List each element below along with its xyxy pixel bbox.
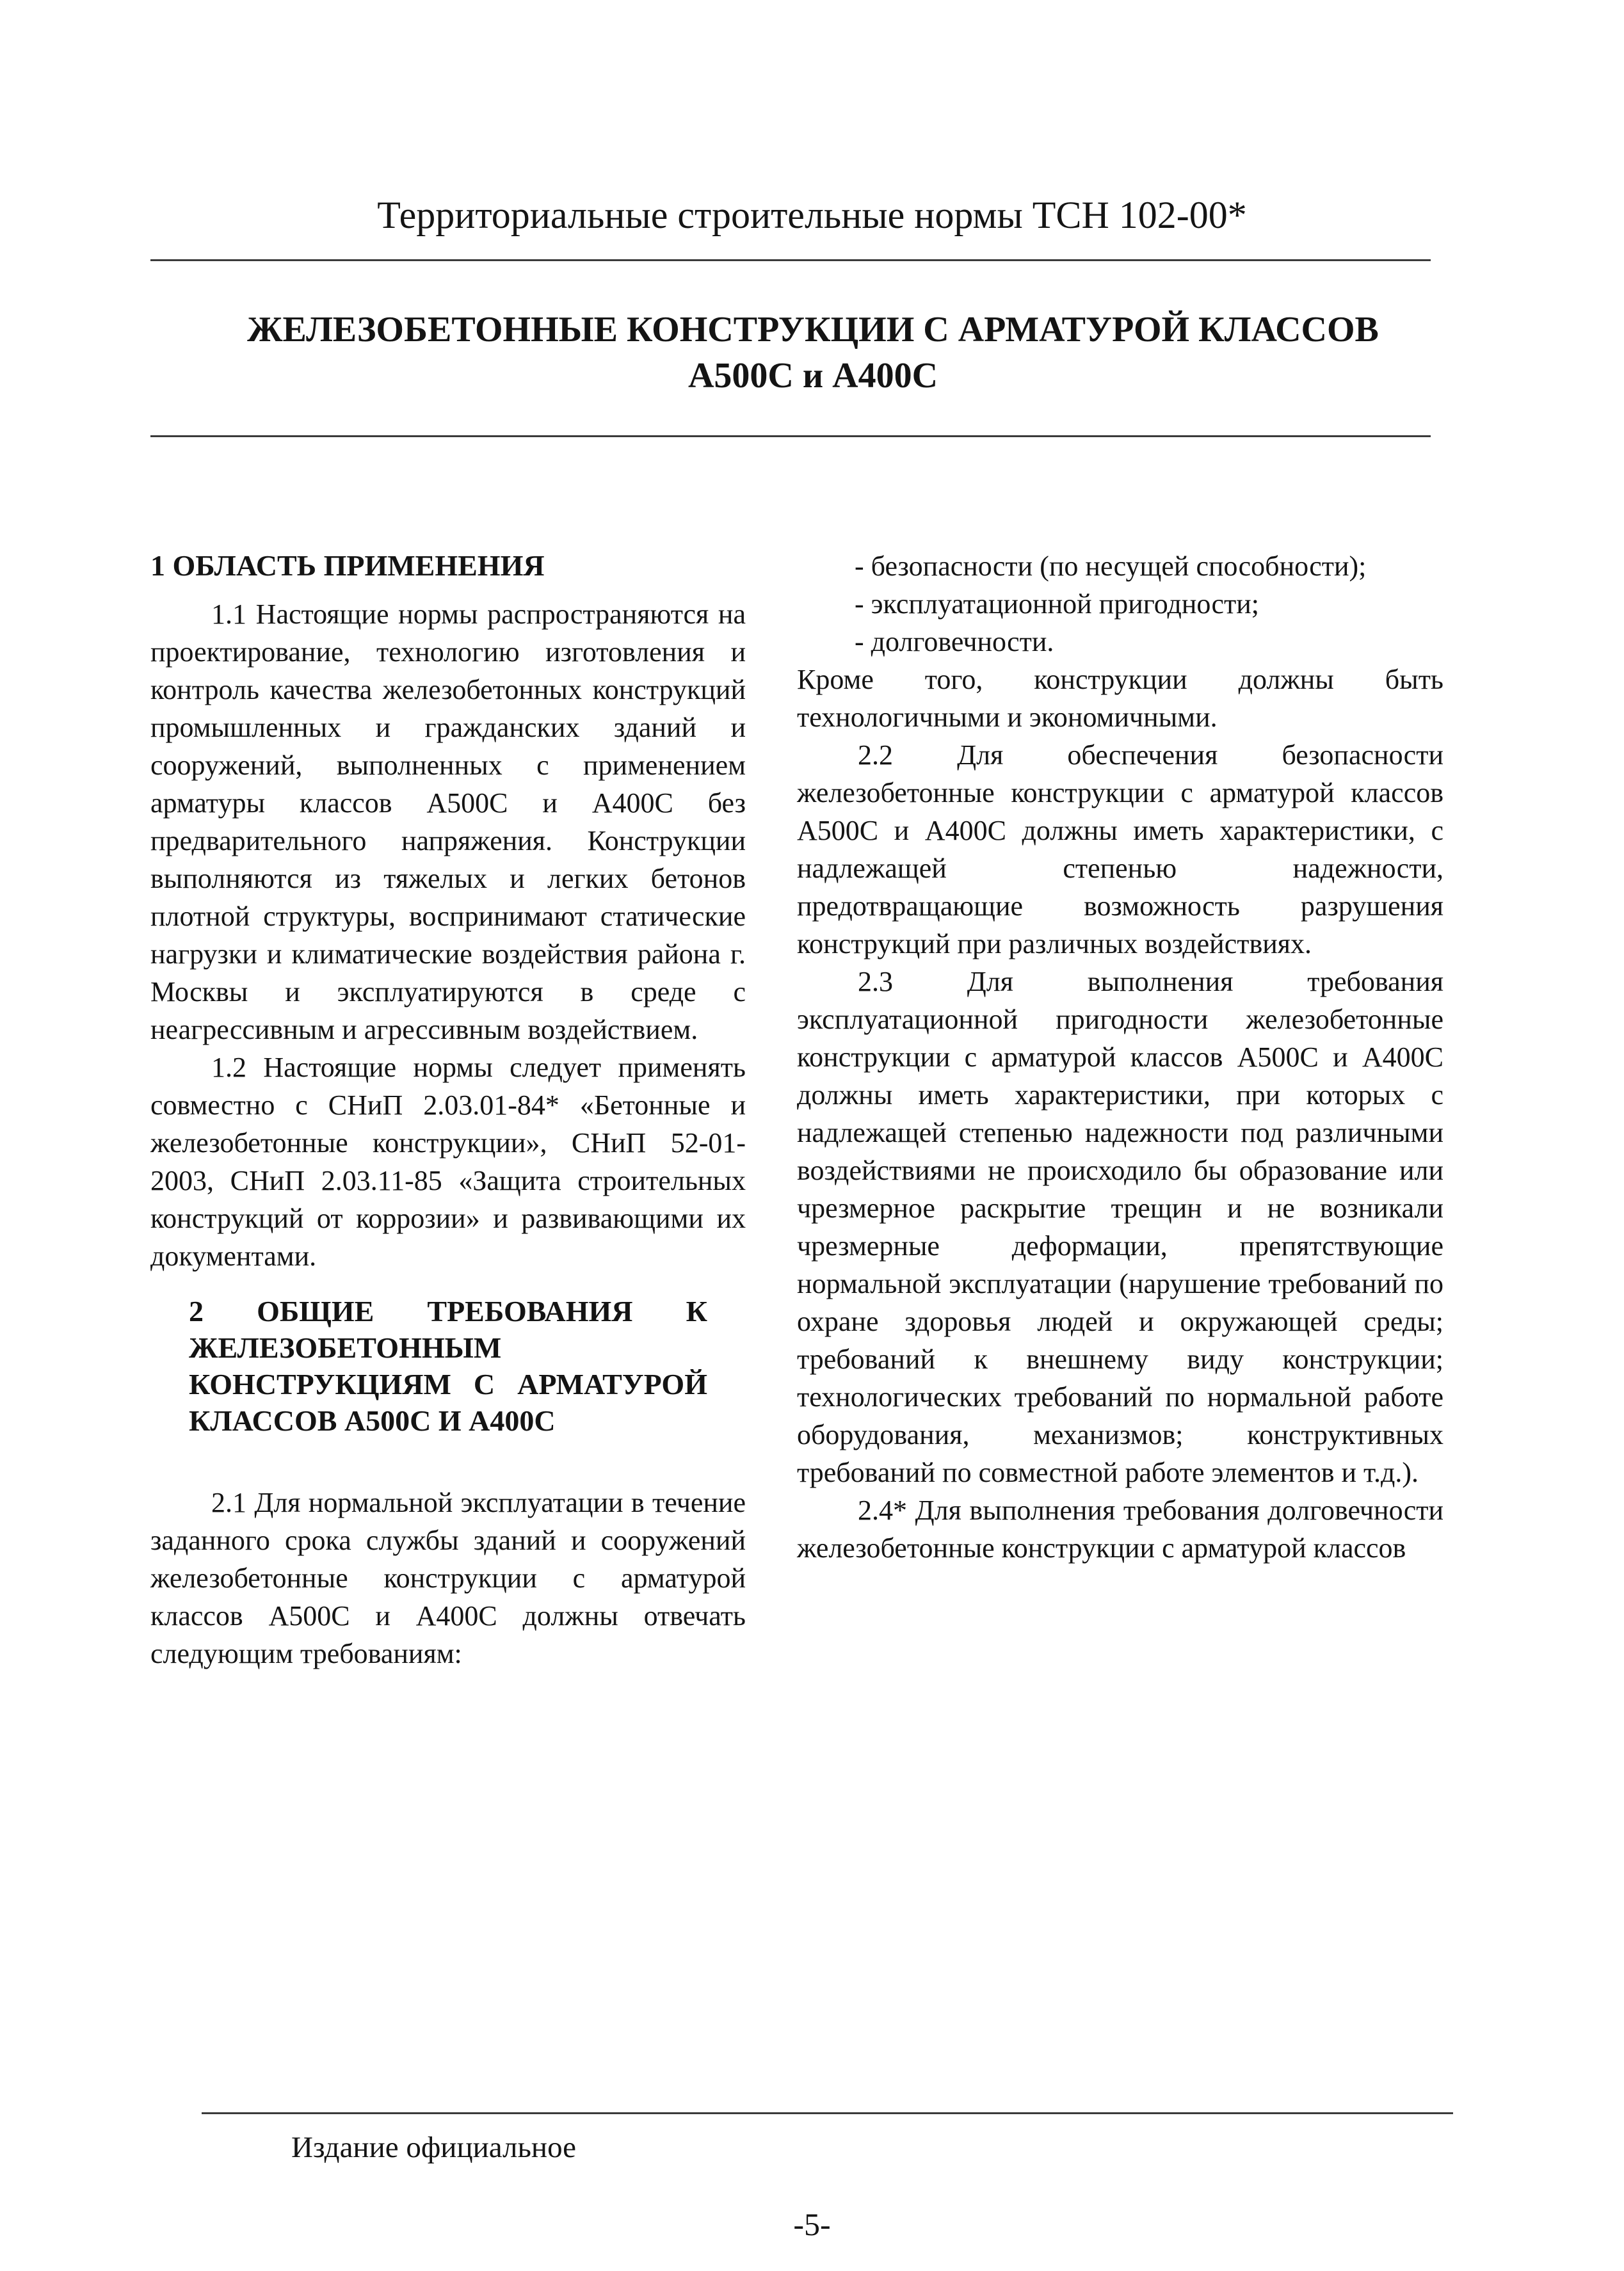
page-number: -5-	[793, 2206, 831, 2242]
paragraph-1-2: 1.2 Настоящие нормы следует применять совместно с СНиП 2.03.01-84* «Бетонные и железобетонные конструкции», СНиП 52-01-2003, СНиП 2.03.11-85 «Защита строительных конструкций от коррозии» и развивающими их документами.	[150, 1052, 746, 1272]
header-rule	[150, 259, 1431, 261]
document-title-line2: А500С и А400С	[687, 356, 938, 396]
requirement-serviceability: - эксплуатационной пригодности;	[855, 588, 1260, 620]
title-rule	[150, 435, 1431, 437]
paragraph-moreover: Кроме того, конструкции должны быть технологичными и экономичными.	[797, 664, 1443, 733]
running-header: Территориальные строительные нормы ТСН 102-00*	[377, 194, 1247, 236]
section-1-heading: 1 ОБЛАСТЬ ПРИМЕНЕНИЯ	[150, 549, 545, 582]
section-2-heading: 2 ОБЩИЕ ТРЕБОВАНИЯ К ЖЕЛЕЗОБЕТОННЫМ КОНСТРУКЦИЯМ С АРМАТУРОЙ КЛАССОВ А500С И А400С	[189, 1295, 707, 1437]
paragraph-2-4: 2.4* Для выполнения требования долговечности железобетонные конструкции с арматурой классов	[797, 1495, 1443, 1564]
paragraph-1-1: 1.1 Настоящие нормы распространяются на проектирование, технологию изготовления и контроль качества железобетонных конструкций промышленных и гражданских зданий и сооружений, выполненных с применением арматуры классов А500С и А400С без предварительного напряжения. Конструкции выполняются из тяжелых и легких бетонов плотной структуры, воспринимают статические нагрузки и климатические воздействия района г. Москвы и эксплуатируются в среде с неагрессивным и агрессивным воздействием.	[150, 598, 746, 1045]
paragraph-2-1: 2.1 Для нормальной эксплуатации в течение заданного срока службы зданий и сооружений железобетонные конструкции с арматурой классов А500С и А400С должны отвечать следующим требованиям:	[150, 1487, 746, 1669]
paragraph-2-2: 2.2 Для обеспечения безопасности железобетонные конструкции с арматурой классов А500С и А400С должны иметь характеристики, с надлежащей степенью надежности, предотвращающие возможность разрушения конструкций при различных воздействиях.	[797, 739, 1443, 959]
requirement-safety: - безопасности (по несущей способности);	[855, 550, 1367, 582]
footer-rule	[202, 2112, 1453, 2114]
right-column	[797, 547, 1443, 1567]
document-title-line1: ЖЕЛЕЗОБЕТОННЫЕ КОНСТРУКЦИИ С АРМАТУРОЙ КЛАССОВ	[247, 310, 1379, 349]
left-column	[150, 547, 746, 1673]
edition-note: Издание официальное	[291, 2131, 577, 2164]
paragraph-2-3: 2.3 Для выполнения требования эксплуатационной пригодности железобетонные конструкции с арматурой классов А500С и А400С должны иметь характеристики, при которых с надлежащей степенью надежности под различными воздействиями не происходило бы образование или чрезмерное раскрытие трещин и не возникали чрезмерные деформации, препятствующие нормальной эксплуатации (нарушение требований по охране здоровья людей и окружающей среды; требований к внешнему виду конструкции; технологических требований по нормальной работе оборудования, механизмов; конструктивных требований по совместной работе элементов и т.д.).	[797, 966, 1443, 1488]
requirement-durability: - долговечности.	[855, 626, 1054, 657]
